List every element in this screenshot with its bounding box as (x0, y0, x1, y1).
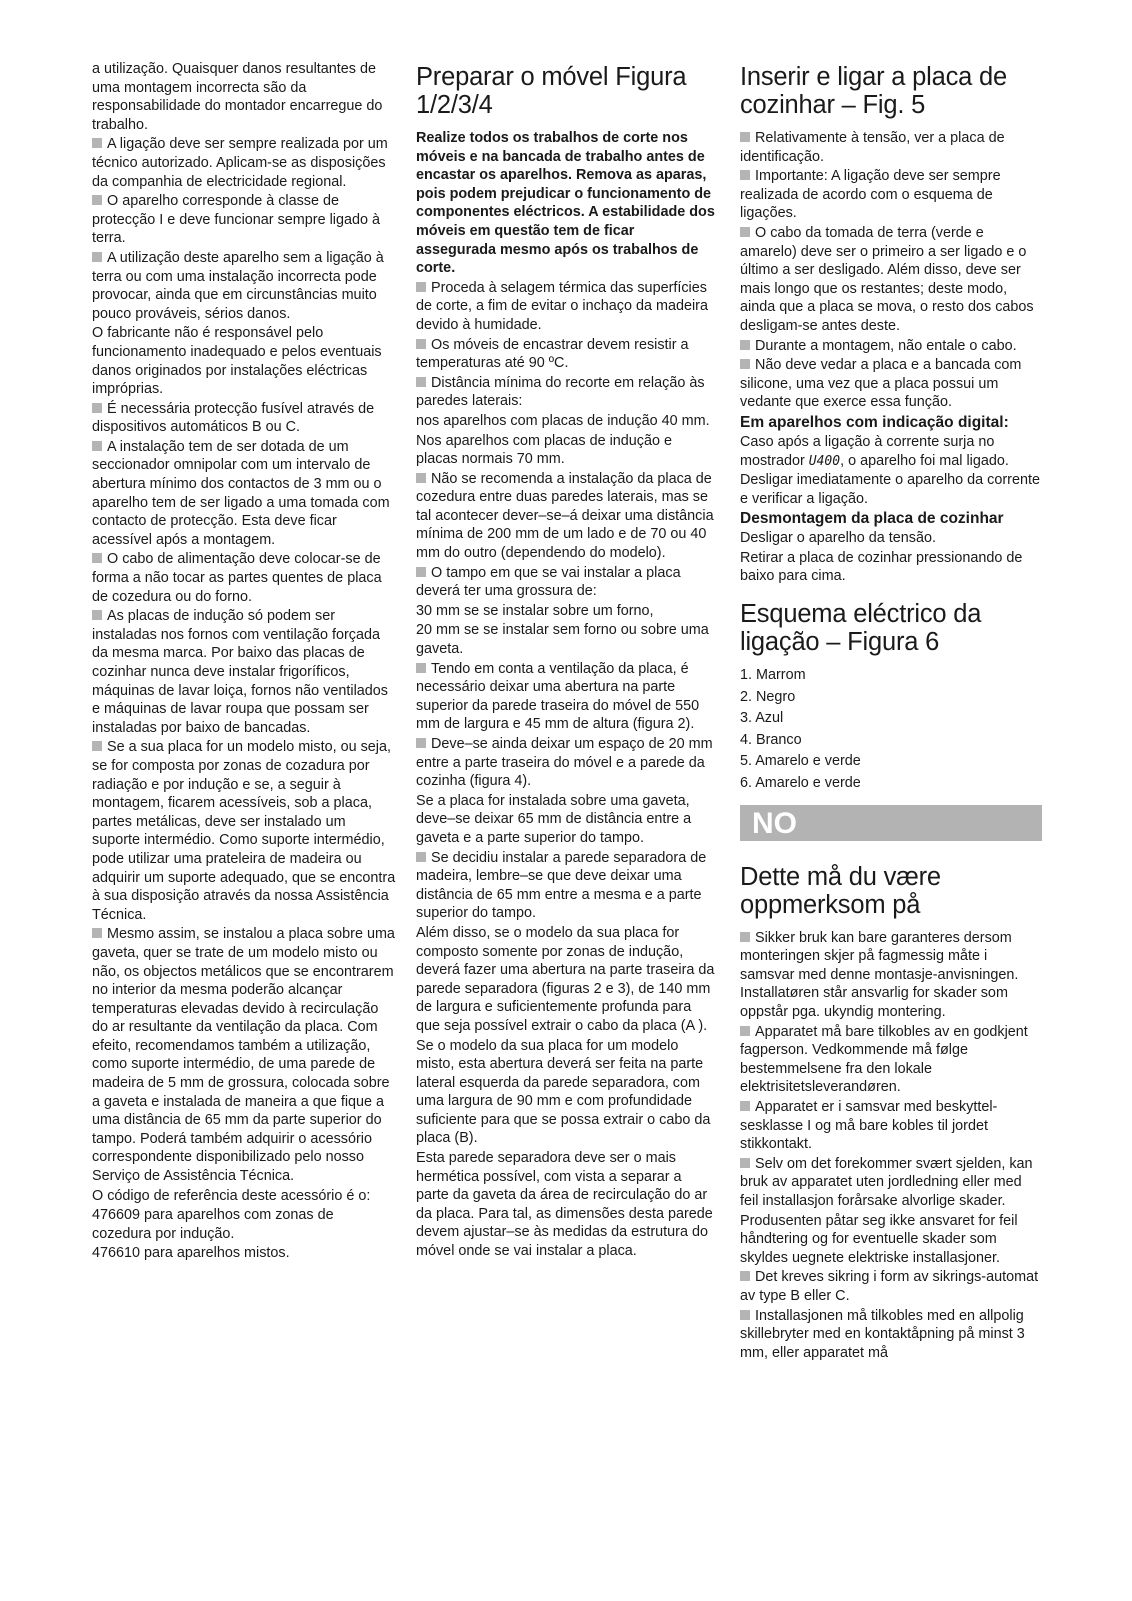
list-item: 6. Amarelo e verde (740, 775, 861, 792)
bullet-square-icon (740, 359, 750, 369)
paragraph-text: Esta parede separadora deve ser o mais hermética possível, com vista a separar a parte da gaveta da área de recirculação do ar da placa. Para tal, as dimensões desta parede devem ajustar–se às medidas da estrutura do móvel onde se vai instalar a placa. (416, 1150, 713, 1260)
paragraph-text: 30 mm se se instalar sobre um forno, (416, 602, 654, 619)
paragraph-text: O cabo de alimentação deve colocar-se de forma a não tocar as partes quentes de placa de cozedura ou do forno. (92, 551, 382, 605)
paragraph-text: Produsenten påtar seg ikke ansvaret for feil håndtering og for eventuelle skader som skyldes uegnete elektriske installasjoner. (740, 1212, 1018, 1266)
paragraph (416, 279, 716, 335)
paragraph-text: 476610 para aparelhos mistos. (92, 1245, 290, 1262)
paragraph-text: Sikker bruk kan bare garanteres dersom monteringen skjer på fagmessig måte i samsvar med denne montasje-anvisningen. Installatøren står ansvarlig for skader som oppstår pga. ukyndig montering. (740, 929, 1019, 1020)
bullet-square-icon (92, 928, 102, 938)
list-item: 3. Azul (740, 710, 784, 727)
bullet-square-icon (92, 610, 102, 620)
paragraph (92, 1206, 396, 1243)
paragraph (416, 792, 716, 848)
paragraph-text: Se o modelo da sua placa for um modelo misto, esta abertura deverá ser feita na parte lateral esquerda da parede separadora, com uma largura de 90 mm e com profundidade suficiente para que se possa extrair o cabo da placa (B). (416, 1037, 711, 1147)
paragraph-text: Se a sua placa for un modelo misto, ou seja, se for composta por zonas de cozadura por radiação e por indução e se, a seguir à montagem, ficarem acessíveis, sob a placa, partes metálicas, deve ser instalado um suporte intermédio. Como suporte intermédio, pode utilizar uma prateleira de madeira ou adquirir um suporte adequado, que se encontra à sua disposição através da nossa Assistência Técnica. (92, 739, 396, 923)
column-1 (92, 60, 396, 1264)
bullet-square-icon (740, 1158, 750, 1168)
list-item: 4. Branco (740, 731, 802, 748)
paragraph (740, 1023, 1042, 1097)
bullet-square-icon (92, 195, 102, 205)
paragraph (740, 1155, 1042, 1211)
bullet-square-icon (92, 403, 102, 413)
paragraph (416, 412, 716, 431)
paragraph-text: As placas de indução só podem ser instaladas nos fornos com ventilação forçada da mesma marca. Por baixo das placas de cozinhar nunca deve instalar frigoríficos, máquinas de lavar loiça, fornos não ventilados e máquinas de lavar roupa que possam ser instaladas por baixo de bancadas. (92, 608, 388, 736)
paragraph (416, 1037, 716, 1149)
section-heading-insert-connect: Inserir e ligar a placa de cozinhar – Fig. 5 (740, 63, 1007, 119)
paragraph (416, 336, 716, 373)
paragraph-text: Proceda à selagem térmica das superfícies de corte, a fim de evitar o inchaço da madeira devido à humidade. (416, 279, 708, 333)
paragraph-text: O aparelho corresponde à classe de protecção I e deve funcionar sempre ligado à terra. (92, 193, 380, 247)
bullet-square-icon (416, 852, 426, 862)
bullet-square-icon (416, 339, 426, 349)
bullet-square-icon (740, 1310, 750, 1320)
paragraph (416, 735, 716, 791)
paragraph-text: 476609 para aparelhos com zonas de cozedura por indução. (92, 1207, 334, 1242)
bullet-square-icon (92, 252, 102, 262)
paragraph (740, 929, 1042, 1022)
paragraph-list (416, 279, 716, 1261)
paragraph (416, 660, 716, 734)
bullet-square-icon (92, 741, 102, 751)
column-2 (416, 60, 716, 1262)
paragraph-text: Não deve vedar a placa e a bancada com silicone, uma vez que a placa possui um vedante que exerce essa função. (740, 357, 1022, 411)
paragraph-text: Det kreves sikring i form av sikrings-automat av type B eller C. (740, 1269, 1039, 1304)
paragraph-text: O tampo em que se vai instalar a placa deverá ter uma grossura de: (416, 564, 681, 600)
paragraph (92, 60, 396, 134)
bullet-square-icon (740, 227, 750, 237)
bullet-square-icon (92, 553, 102, 563)
paragraph (740, 1307, 1042, 1363)
section-heading-norwegian: Dette må du være oppmerksom på (740, 862, 941, 919)
paragraph (416, 1149, 716, 1261)
bullet-square-icon (416, 663, 426, 673)
bullet-square-icon (416, 473, 426, 483)
bold-intro-paragraph: Realize todos os trabalhos de corte nos móveis e na bancada de trabalho antes de encastar os aparelhos. Remova as aparas, pois podem prejudicar o funcionamento de componentes eléctricos. A estabilidade dos móveis em questão tem de ficar assegurada mesmo após os trabalhos de corte. (416, 130, 715, 277)
column-3 (740, 60, 1042, 1363)
bullet-square-icon (92, 441, 102, 451)
bullet-square-icon (92, 138, 102, 148)
paragraph (92, 324, 396, 398)
paragraph-text: Apparatet er i samsvar med beskyttel-sesklasse I og må bare kobles til jordet stikkontakt. (740, 1098, 998, 1153)
paragraph (92, 607, 396, 737)
paragraph-text: a utilização. Quaisquer danos resultantes de uma montagem incorrecta são da responsabilidade do montador encarregue do trabalho. (92, 61, 383, 133)
paragraph (416, 470, 716, 563)
paragraph-text: É necessária protecção fusível através de dispositivos automáticos B ou C. (92, 400, 375, 436)
paragraph (740, 167, 1042, 223)
paragraph-text: Nos aparelhos com placas de indução e placas normais 70 mm. (416, 432, 672, 468)
paragraph-list (740, 129, 1042, 412)
paragraph-text: Mesmo assim, se instalou a placa sobre uma gaveta, quer se trate de um modelo misto ou não, os objectos metálicos que se encontrarem no interior da mesma poderão alcançar temperaturas elevadas devido à recirculação do ar resultante da ventilação da placa. Com efeito, recomendamos também a utilização, como suporte intermédio, de uma parede de madeira de 5 mm de grossura, colocada sobre a gaveta e instalada de maneira a que fique a uma distância de 65 mm da parte superior do tampo. Poderá também adquirir o acessório correspondente disponibilizado pelo nosso Serviço de Assistência Técnica. (92, 926, 395, 1185)
paragraph-text: Os móveis de encastrar devem resistir a temperaturas até 90 ºC. (416, 336, 689, 372)
paragraph-text: Durante a montagem, não entale o cabo. (755, 337, 1017, 354)
paragraph-list (740, 929, 1042, 1363)
bullet-square-icon (416, 567, 426, 577)
paragraph (740, 337, 1042, 356)
paragraph (92, 438, 396, 550)
paragraph (92, 738, 396, 924)
paragraph (92, 550, 396, 606)
paragraph (740, 1268, 1042, 1305)
paragraph-text: Apparatet må bare tilkobles av en godkjent fagperson. Vedkommende må følge bestemmelsene fra den lokale elektrisitetsleverandøren. (740, 1023, 1028, 1096)
digital-display-paragraph (740, 433, 1042, 508)
paragraph (92, 249, 396, 323)
bullet-square-icon (740, 1101, 750, 1111)
paragraph-text: O fabricante não é responsável pelo funcionamento inadequado e pelos eventuais danos originados por instalações eléctricas impróprias. (92, 325, 382, 398)
paragraph (740, 129, 1042, 166)
bullet-square-icon (416, 738, 426, 748)
dismount-line: Retirar a placa de cozinhar pressionando de baixo para cima. (740, 549, 1023, 585)
paragraph (740, 1098, 1042, 1154)
bullet-square-icon (416, 282, 426, 292)
paragraph-text: Importante: A ligação deve ser sempre realizada de acordo com o esquema de ligações. (740, 168, 1001, 222)
paragraph (740, 224, 1042, 336)
bullet-square-icon (416, 377, 426, 387)
paragraph (416, 924, 716, 1036)
bullet-square-icon (740, 1271, 750, 1281)
paragraph (92, 192, 396, 248)
list-item: 1. Marrom (740, 667, 806, 684)
paragraph-text: Installasjonen må tilkobles med en allpolig skillebryter med en kontaktåpning på minst 3 mm, eller apparatet må (740, 1307, 1025, 1361)
section-heading-prepare-furniture: Preparar o móvel Figura 1/2/3/4 (416, 63, 687, 119)
paragraph-text: A utilização deste aparelho sem a ligação à terra ou com uma instalação incorrecta pode provocar, ainda que em circunstâncias muito pouco prováveis, sérios danos. (92, 249, 384, 322)
paragraph-text: 20 mm se se instalar sem forno ou sobre uma gaveta. (416, 622, 709, 658)
paragraph (92, 400, 396, 437)
paragraph-text: nos aparelhos com placas de indução 40 mm. (416, 412, 710, 429)
paragraph-text: O código de referência deste acessório é o: (92, 1187, 371, 1204)
paragraph (740, 1212, 1042, 1268)
paragraph (92, 135, 396, 191)
paragraph (416, 564, 716, 601)
paragraph (416, 602, 716, 621)
paragraph (92, 1244, 396, 1263)
paragraph-text: Selv om det forekommer svært sjelden, kan bruk av apparatet uten jordledning eller med feil installasjon forårsake alvorlige skader. (740, 1155, 1033, 1209)
paragraph-text: Não se recomenda a instalação da placa de cozedura entre duas paredes laterais, mas se tal acontecer dever–se–á deixar uma distância mínima de 200 mm de um lado e de 70 ou 40 mm do outro (dependendo do modelo). (416, 470, 714, 562)
paragraph (416, 432, 716, 469)
paragraph-text: Distância mínima do recorte em relação às paredes laterais: (416, 374, 705, 410)
bullet-square-icon (740, 170, 750, 180)
paragraph-text: A instalação tem de ser dotada de um seccionador omnipolar com um intervalo de abertura mínimo dos contactos de 3 mm ou o aparelho tem de ser ligado a uma tomada com contacto de protecção. Esta deve ficar acessível após a montagem. (92, 438, 390, 548)
paragraph-text: Deve–se ainda deixar um espaço de 20 mm entre a parte traseira do móvel e a parede da cozinha (figura 4). (416, 736, 713, 790)
paragraph (416, 374, 716, 411)
paragraph-text: A ligação deve ser sempre realizada por um técnico autorizado. Aplicam-se as disposições da companhia de electricidade regional. (92, 136, 388, 190)
paragraph-text: Além disso, se o modelo da sua placa for composto somente por zonas de indução, deverá fazer uma abertura na parte traseira da parede separadora (figuras 2 e 3), de 140 mm de largura e suficientemente profunda para que seja possível extrair o cabo da placa (A ). (416, 924, 715, 1034)
wire-color-list (740, 666, 1042, 793)
bullet-square-icon (740, 932, 750, 942)
paragraph (92, 1187, 396, 1206)
paragraph-text: Tendo em conta a ventilação da placa, é necessário deixar uma abertura na parte superior da parede traseira do móvel de 550 mm de largura e 45 mm de altura (figura 2). (416, 660, 700, 733)
list-item: 5. Amarelo e verde (740, 753, 861, 770)
paragraph (416, 849, 716, 923)
paragraph (92, 925, 396, 1185)
bullet-square-icon (740, 340, 750, 350)
text-span: , o aparelho foi mal ligado. Desligar imediatamente o aparelho da corrente e verificar a ligação. (740, 452, 1040, 507)
paragraph-text: Relativamente à tensão, ver a placa de identificação. (740, 130, 1005, 165)
paragraph-text: Se decidiu instalar a parede separadora de madeira, lembre–se que deve deixar uma distância de 65 mm entre a mesma e a parte superior do tampo. (416, 849, 707, 922)
language-band: NO (740, 805, 1042, 841)
subheading-dismount: Desmontagem da placa de cozinhar (740, 510, 1004, 528)
list-item: 2. Negro (740, 688, 796, 705)
subheading-digital-display: Em aparelhos com indicação digital: (740, 413, 1009, 431)
paragraph (416, 621, 716, 658)
section-heading-wiring-diagram: Esquema eléctrico da ligação – Figura 6 (740, 600, 982, 657)
paragraph (740, 356, 1042, 412)
paragraph-text: O cabo da tomada de terra (verde e amarelo) deve ser o primeiro a ser ligado e o último a ser desligado. Além disso, deve ser mais longo que os restantes; deste modo, ainda que a placa se mova, o resto dos cabos desligam-se antes deste. (740, 224, 1034, 334)
paragraph-text: Se a placa for instalada sobre uma gaveta, deve–se deixar 65 mm de distância entre a gaveta e a parte superior do tampo. (416, 792, 692, 846)
bullet-square-icon (740, 1026, 750, 1036)
text-span: Caso após a ligação à corrente surja no mostrador (740, 433, 995, 469)
display-code: U400 (808, 453, 841, 469)
dismount-line: Desligar o aparelho da tensão. (740, 530, 937, 547)
bullet-square-icon (740, 132, 750, 142)
